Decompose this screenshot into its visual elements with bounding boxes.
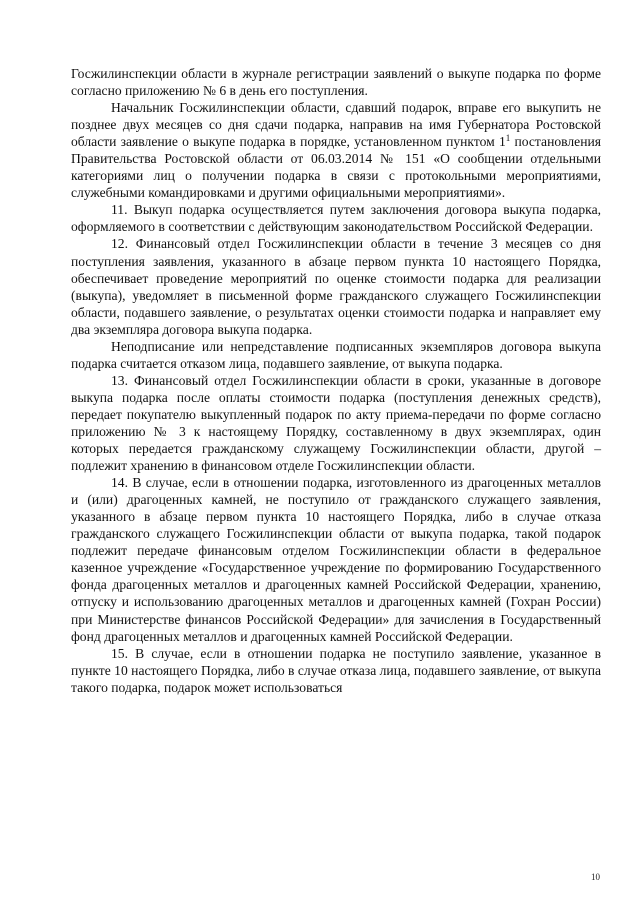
- footnote-mark: 1: [505, 133, 511, 144]
- paragraph-15: 15. В случае, если в отношении подарка не поступило заявление, указанное в пункте 10 настоящего Порядка, либо в случае отказа лица, подавшего заявление, от выкупа такого подарка, подарок может использоваться: [71, 645, 601, 695]
- paragraph-head-right-to-buy: [71, 99, 601, 201]
- paragraph-13: 13. Финансовый отдел Госжилинспекции области в сроки, указанные в договоре выкупа подарка после оплаты стоимости подарка (поступления денежных средств), передает покупателю выкупленный подарок по акту приема-передачи по форме согласно приложению № 3 к настоящему Порядку, составленному в двух экземплярах, один которых передается гражданскому служащему Госжилинспекции области, другой – подлежит хранению в финансовом отделе Госжилинспекции области.: [71, 372, 601, 474]
- paragraph-refusal: Неподписание или непредставление подписанных экземпляров договора выкупа подарка считается отказом лица, подавшего заявление, от выкупа подарка.: [71, 338, 601, 371]
- paragraph-11: 11. Выкуп подарка осуществляется путем заключения договора выкупа подарка, оформляемого в соответствии с действующим законодательством Российской Федерации.: [71, 202, 601, 235]
- document-page: [71, 65, 601, 696]
- paragraph-14: 14. В случае, если в отношении подарка, изготовленного из драгоценных металлов и (или) драгоценных камней, не поступило от гражданского служащего заявления, указанного в абзаце первом пункта 10 настоящего Порядка, либо в случае отказа гражданского служащего Госжилинспекции области от выкупа подарка, такой подарок подлежит передаче финансовым отделом Госжилинспекции области в федеральное казенное учреждение «Государственное учреждение по формированию Государственного фонда драгоценных металлов и драгоценных камней Российской Федерации, хранению, отпуску и использованию драгоценных металлов и драгоценных камней (Гохран России) при Министерстве финансов Российской Федерации» для зачисления в Государственный фонд драгоценных металлов и драгоценных камней Российской Федерации.: [71, 475, 601, 644]
- page-number: 10: [591, 872, 600, 882]
- paragraph-12: 12. Финансовый отдел Госжилинспекции области в течение 3 месяцев со дня поступления заявления, указанного в абзаце первом пункта 10 настоящего Порядка, обеспечивает проведение мероприятий по оценке стоимости подарка для реализации (выкупа), уведомляет в письменной форме гражданского служащего Госжилинспекции области, подавшего заявление, о результатах оценки стоимости подарка и направляет ему два экземпляра договора выкупа подарка.: [71, 236, 601, 337]
- paragraph-text: Начальник Госжилинспекции области, сдавший подарок, вправе его выкупить не позднее двух месяцев со дня сдачи подарка, направив на имя Губернатора Ростовской области заявление о выкупе подарка в порядке, установленном пунктом 1: [71, 100, 601, 150]
- paragraph-text-cont: постановления Правительства Ростовской области от 06.03.2014 № 151 «О сообщении отдельными категориями лиц о получении подарка в связи с протокольными мероприятиями, служебными командировками и другими официальными мероприятиями».: [71, 134, 601, 201]
- paragraph-continuation: Госжилинспекции области в журнале регистрации заявлений о выкупе подарка по форме согласно приложению № 6 в день его поступления.: [71, 66, 601, 99]
